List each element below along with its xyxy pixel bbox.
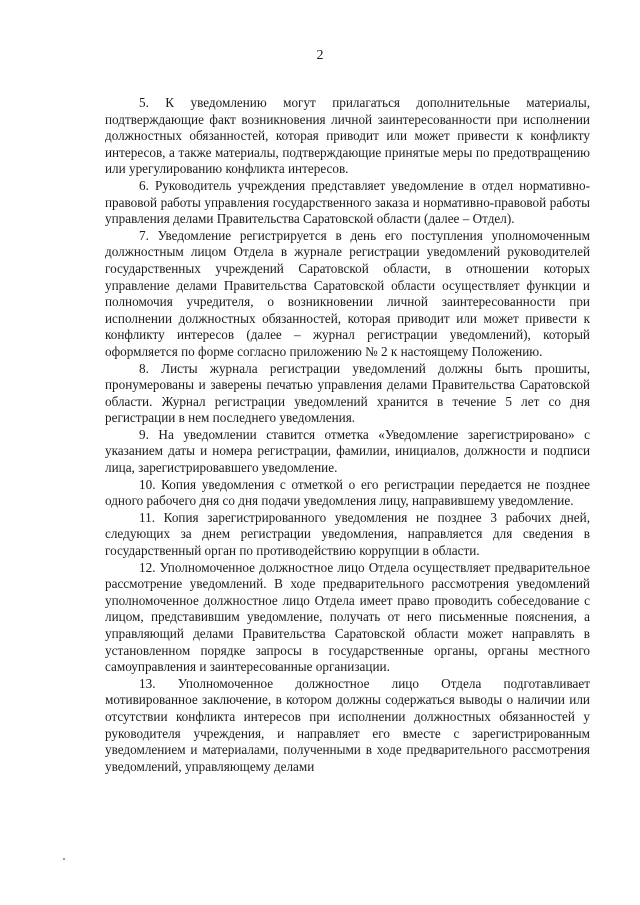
document-body [105, 95, 590, 775]
paragraph-8: 8. Листы журнала регистрации уведомлений должны быть прошиты, пронумерованы и заверены печатью управления делами Правительства Саратовской области. Журнал регистрации уведомлений хранится в течение 5 лет со дня регистрации в нем последнего уведомления. [105, 360, 590, 426]
paragraph-11: 11. Копия зарегистрированного уведомления не позднее 3 рабочих дней, следующих за днем регистрации уведомления, направляется для сведения в государственный орган по противодействию коррупции в области. [105, 509, 590, 559]
margin-dot [63, 858, 65, 860]
paragraph-13: 13. Уполномоченное должностное лицо Отдела подготавливает мотивированное заключение, в котором должны содержаться выводы о наличии или отсутствии конфликта интересов при исполнении должностных обязанностей у руководителя учреждения, и направляет его вместе с зарегистрированным уведомлением и материалами, полученными в ходе предварительного рассмотрения уведомлений, управляющему делами [105, 675, 590, 774]
paragraph-5: 5. К уведомлению могут прилагаться дополнительные материалы, подтверждающие факт возникновения личной заинтересованности при исполнении должностных обязанностей, которая приводит или может привести к конфликту интересов, а также материалы, подтверждающие принятые меры по предотвращению или урегулированию конфликта интересов. [105, 95, 590, 177]
paragraph-12: 12. Уполномоченное должностное лицо Отдела осуществляет предварительное рассмотрение уведомлений. В ходе предварительного рассмотрения уведомлений уполномоченное должностное лицо Отдела имеет право проводить собеседование с лицом, представившим уведомление, получать от него письменные пояснения, а управляющий делами Правительства Саратовской области может направлять в установленном порядке запросы в государственные органы, органы местного самоуправления и заинтересованные организации. [105, 559, 590, 675]
paragraph-10: 10. Копия уведомления с отметкой о его регистрации передается не позднее одного рабочего дня со дня подачи уведомления лицу, направившему уведомление. [105, 476, 590, 509]
paragraph-6: 6. Руководитель учреждения представляет уведомление в отдел нормативно-правовой работы управления государственного заказа и нормативно-правовой работы управления делами Правительства Саратовской области (далее – Отдел). [105, 177, 590, 227]
page-number: 2 [316, 48, 324, 63]
paragraph-9: 9. На уведомлении ставится отметка «Уведомление зарегистрировано» с указанием даты и номера регистрации, фамилии, инициалов, должности и подписи лица, зарегистрировавшего уведомление. [105, 426, 590, 476]
paragraph-7: 7. Уведомление регистрируется в день его поступления уполномоченным должностным лицом Отдела в журнале регистрации уведомлений руководителей государственных учреждений Саратовской области, в отношении которых управление делами Правительства Саратовской области осуществляет функции и полномочия учредителя, о возникновении личной заинтересованности при исполнении должностных обязанностей, которая приводит или может привести к конфликту интересов (далее – журнал регистрации уведомлений), который оформляется по форме согласно приложению № 2 к настоящему Положению. [105, 227, 590, 359]
